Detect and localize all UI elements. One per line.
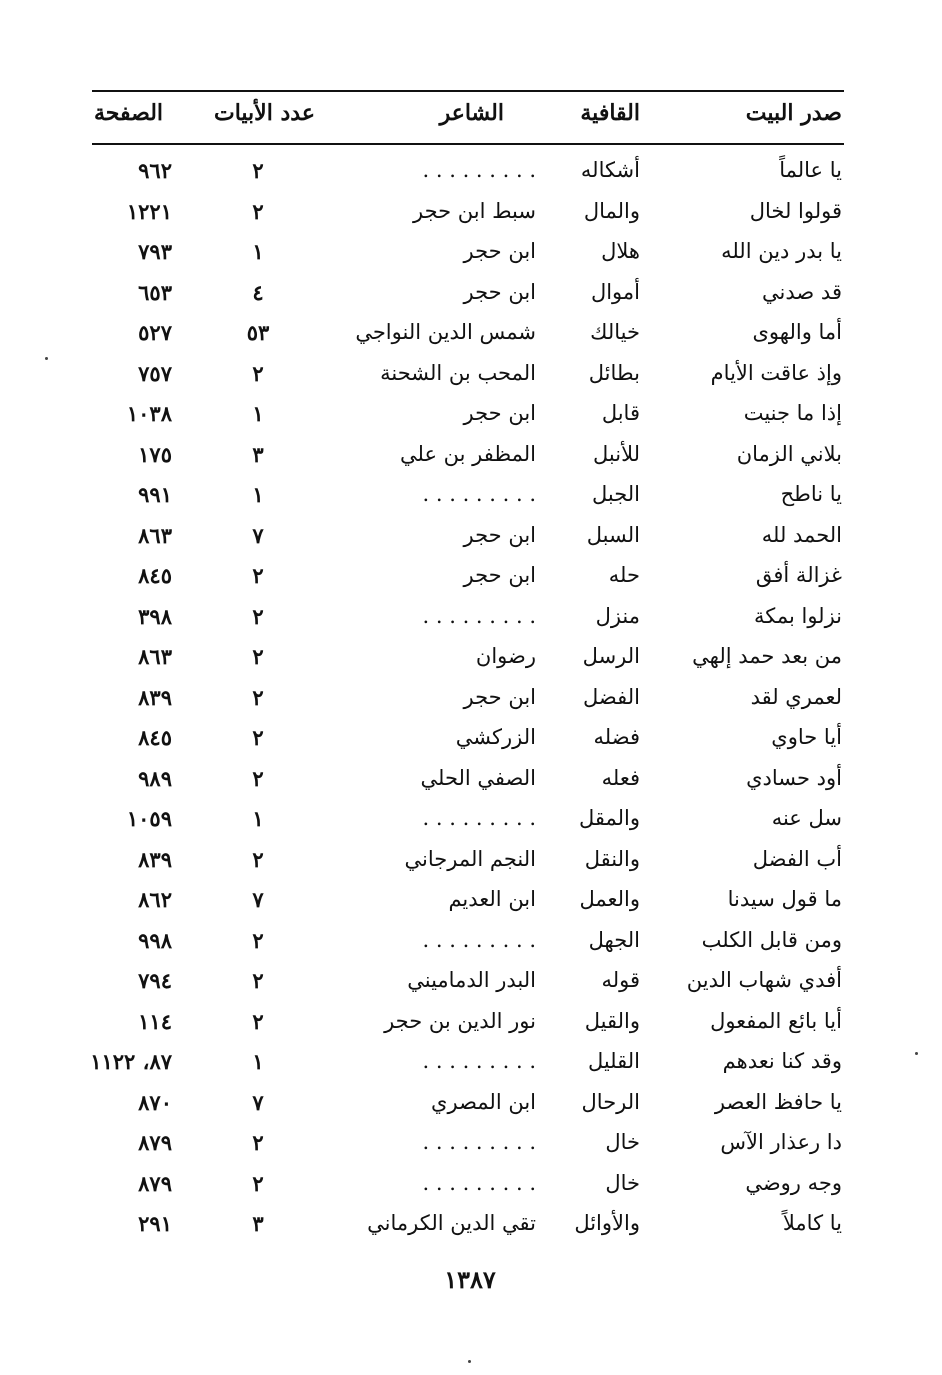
cell-count: ١	[252, 239, 264, 264]
scan-speck	[468, 1360, 471, 1363]
cell-sadr: أيا حاوي	[771, 725, 842, 749]
cell-page: ٧٩٤	[138, 968, 172, 993]
cell-poet: رضوان	[475, 644, 536, 668]
table-row	[0, 1082, 942, 1123]
cell-page: ٣٩٨	[138, 603, 172, 629]
table-row	[0, 434, 942, 475]
cell-poet: سبط ابن حجر	[412, 198, 536, 223]
cell-count: ٧	[252, 522, 264, 548]
cell-count: ٢	[252, 725, 264, 750]
cell-count: ٢	[252, 603, 264, 629]
table-row	[0, 353, 942, 394]
table-row	[0, 920, 942, 961]
table-row	[0, 839, 942, 880]
cell-poet: . . . . . . . . .	[422, 1049, 536, 1073]
cell-qafia: قابل	[601, 401, 640, 425]
cell-count: ٧	[252, 887, 264, 912]
cell-page: ١١٤	[138, 1008, 172, 1034]
cell-poet: المظفر بن علي	[400, 441, 536, 466]
cell-page: ٨٧٠	[138, 1089, 172, 1115]
table-row	[0, 879, 942, 920]
cell-poet: تقي الدين الكرماني	[367, 1211, 536, 1235]
cell-poet: ابن حجر	[463, 684, 536, 709]
cell-page: ٨٤٥	[138, 563, 172, 588]
cell-qafia: الرسل	[582, 644, 640, 668]
cell-sadr: قولوا لخال	[749, 198, 842, 223]
cell-poet: ابن حجر	[463, 279, 536, 304]
cell-sadr: يا بدر دين الله	[721, 239, 842, 263]
cell-poet: البدر الدماميني	[407, 968, 536, 992]
cell-qafia: والقيل	[584, 1008, 640, 1033]
cell-sadr: نزلوا بمكة	[753, 603, 842, 628]
table-row	[0, 191, 942, 232]
cell-count: ٢	[252, 968, 264, 993]
table-row	[0, 1041, 942, 1082]
cell-sadr: يا كاملاً	[782, 1211, 842, 1235]
cell-page: ٩٩٨	[138, 927, 172, 953]
cell-qafia: الجهل	[588, 927, 640, 952]
table-row	[0, 1001, 942, 1042]
cell-qafia: خيالك	[590, 320, 640, 344]
cell-sadr: سل عنه	[771, 806, 842, 830]
cell-page: ٨٣٩	[138, 684, 172, 710]
cell-poet: ابن حجر	[463, 563, 536, 587]
cell-qafia: والعمل	[579, 887, 640, 911]
cell-qafia: والمال	[583, 198, 640, 223]
cell-poet: ابن حجر	[463, 522, 536, 547]
cell-sadr: دا رعذار الآس	[720, 1130, 842, 1154]
cell-count: ٢	[252, 765, 264, 791]
cell-sadr: أفدي شهاب الدين	[686, 968, 842, 992]
cell-sadr: يا ناطح	[780, 482, 842, 506]
cell-sadr: ما قول سيدنا	[727, 887, 842, 911]
cell-qafia: القليل	[587, 1049, 640, 1073]
cell-poet: شمس الدين النواجي	[355, 320, 536, 344]
cell-page: ٨٧٩	[138, 1130, 172, 1155]
cell-count: ٢	[252, 563, 264, 588]
cell-sadr: وإذ عاقت الأيام	[710, 360, 842, 385]
cell-count: ٢	[252, 158, 264, 183]
cell-qafia: الفضل	[583, 684, 640, 709]
cell-qafia: فعله	[601, 765, 640, 790]
cell-poet: . . . . . . . . .	[422, 603, 536, 628]
cell-qafia: منزل	[595, 603, 640, 628]
cell-poet: نور الدين بن حجر	[384, 1008, 536, 1033]
cell-poet: . . . . . . . . .	[422, 927, 536, 952]
cell-page: ٨٣٩	[138, 846, 172, 872]
header-count: عدد الأبيات	[214, 100, 315, 126]
table-row	[0, 636, 942, 677]
table-row	[0, 231, 942, 272]
cell-sadr: ومن قابل الكلب	[701, 927, 842, 952]
table-row	[0, 717, 942, 758]
cell-qafia: أشكاله	[580, 158, 640, 182]
cell-sadr: بلاني الزمان	[736, 441, 842, 466]
cell-count: ٢	[252, 927, 264, 953]
cell-poet: ابن العديم	[448, 887, 536, 911]
cell-count: ٢	[252, 846, 264, 872]
cell-sadr: الحمد لله	[761, 522, 842, 547]
table-row	[0, 150, 942, 191]
cell-count: ١	[252, 806, 264, 831]
cell-count: ٢	[252, 1170, 264, 1196]
cell-sadr: غزالة أفق	[755, 563, 842, 587]
cell-sadr: لعمري لقد	[750, 684, 842, 709]
cell-qafia: السبل	[586, 522, 640, 547]
cell-count: ٣	[252, 1211, 264, 1236]
cell-poet: ابن حجر	[463, 239, 536, 263]
cell-sadr: وقد كنا نعدهم	[722, 1049, 842, 1073]
table-row	[0, 474, 942, 515]
cell-qafia: هلال	[601, 239, 640, 263]
table-row	[0, 312, 942, 353]
cell-page: ١٠٣٨	[126, 401, 172, 426]
table-row	[0, 272, 942, 313]
header-qafia: القافية	[580, 100, 640, 126]
cell-page: ٢٩١	[138, 1211, 172, 1236]
cell-page: ٨٤٥	[138, 725, 172, 750]
cell-sadr: أب الفضل	[752, 846, 842, 871]
cell-poet: . . . . . . . . .	[422, 806, 536, 830]
cell-poet: ابن المصري	[431, 1089, 536, 1114]
cell-qafia: أموال	[590, 279, 640, 304]
table-row	[0, 758, 942, 799]
header-sadr: صدر البيت	[745, 100, 842, 126]
table-row	[0, 596, 942, 637]
cell-qafia: الجبل	[591, 482, 640, 506]
cell-qafia: خال	[605, 1130, 640, 1154]
cell-count: ٢	[252, 198, 264, 224]
cell-page: ٨٦٣	[138, 522, 172, 548]
cell-page: ٧٥٧	[138, 360, 172, 386]
cell-poet: . . . . . . . . .	[422, 1170, 536, 1195]
cell-qafia: فضله	[593, 725, 640, 749]
cell-poet: . . . . . . . . .	[422, 158, 536, 182]
cell-count: ٢	[252, 684, 264, 710]
header-rule	[92, 143, 844, 145]
cell-count: ٢	[252, 1008, 264, 1034]
cell-page: ٨٦٣	[138, 644, 172, 669]
cell-count: ٣	[252, 441, 264, 467]
table-row	[0, 1163, 942, 1204]
cell-page: ١٧٥	[138, 441, 172, 467]
cell-qafia: قوله	[601, 968, 640, 992]
cell-page: ٥٢٧	[138, 320, 172, 345]
cell-poet: الصفي الحلي	[420, 765, 536, 790]
cell-poet: النجم المرجاني	[404, 846, 536, 871]
cell-qafia: بطائل	[588, 360, 640, 385]
cell-qafia: حله	[608, 563, 640, 587]
cell-poet: المحب بن الشحنة	[380, 360, 536, 385]
cell-page: ٦٥٣	[138, 279, 172, 305]
table-row	[0, 798, 942, 839]
page-number: ١٣٨٧	[444, 1265, 496, 1294]
header-page: الصفحة	[94, 100, 164, 126]
top-rule	[92, 90, 844, 92]
cell-count: ٢	[252, 644, 264, 669]
cell-sadr: أما والهوى	[752, 320, 842, 344]
cell-sadr: أيا بائع المفعول	[710, 1008, 842, 1033]
cell-qafia: والمقل	[578, 806, 640, 830]
cell-sadr: أود حسادي	[746, 765, 842, 790]
cell-poet: الزركشي	[455, 725, 536, 749]
cell-page: ٩٦٢	[138, 158, 172, 183]
table-row	[0, 677, 942, 718]
table-row	[0, 393, 942, 434]
cell-count: ١	[252, 482, 264, 507]
cell-page: ٩٨٩	[138, 765, 172, 791]
cell-sadr: يا عالماً	[779, 158, 842, 182]
cell-page: ١٢٢١	[126, 198, 172, 224]
cell-count: ٤	[252, 279, 264, 305]
cell-count: ٧	[252, 1089, 264, 1115]
cell-count: ١	[252, 1049, 264, 1074]
cell-sadr: إذا ما جنيت	[743, 401, 842, 425]
cell-qafia: خال	[605, 1170, 640, 1195]
table-row	[0, 1122, 942, 1163]
cell-sadr: يا حافظ العصر	[714, 1089, 842, 1114]
scan-speck	[45, 357, 48, 360]
cell-poet: ابن حجر	[463, 401, 536, 425]
cell-poet: . . . . . . . . .	[422, 482, 536, 506]
scan-speck	[915, 1052, 918, 1055]
table-row	[0, 515, 942, 556]
index-table-body	[0, 150, 942, 1244]
cell-count: ٥٣	[246, 320, 270, 345]
cell-count: ٢	[252, 1130, 264, 1155]
cell-poet: . . . . . . . . .	[422, 1130, 536, 1154]
cell-page: ٨٦٢	[138, 887, 172, 912]
cell-sadr: من بعد حمد إلهي	[692, 644, 842, 668]
cell-count: ١	[252, 401, 264, 426]
cell-qafia: الرحال	[581, 1089, 640, 1114]
table-row	[0, 960, 942, 1001]
cell-qafia: للأنبل	[592, 441, 640, 466]
header-poet: الشاعر	[439, 100, 504, 126]
table-row	[0, 1203, 942, 1244]
cell-sadr: قد صدني	[762, 279, 842, 304]
cell-sadr: وجه روضي	[745, 1170, 842, 1195]
cell-page: ٨٧، ١١٢٢	[90, 1049, 172, 1074]
cell-page: ٧٩٣	[138, 239, 172, 264]
table-row	[0, 555, 942, 596]
cell-count: ٢	[252, 360, 264, 386]
cell-page: ٨٧٩	[138, 1170, 172, 1196]
cell-page: ١٠٥٩	[126, 806, 172, 831]
cell-page: ٩٩١	[138, 482, 172, 507]
cell-qafia: والأوائل	[574, 1211, 640, 1235]
cell-qafia: والنقل	[584, 846, 640, 871]
